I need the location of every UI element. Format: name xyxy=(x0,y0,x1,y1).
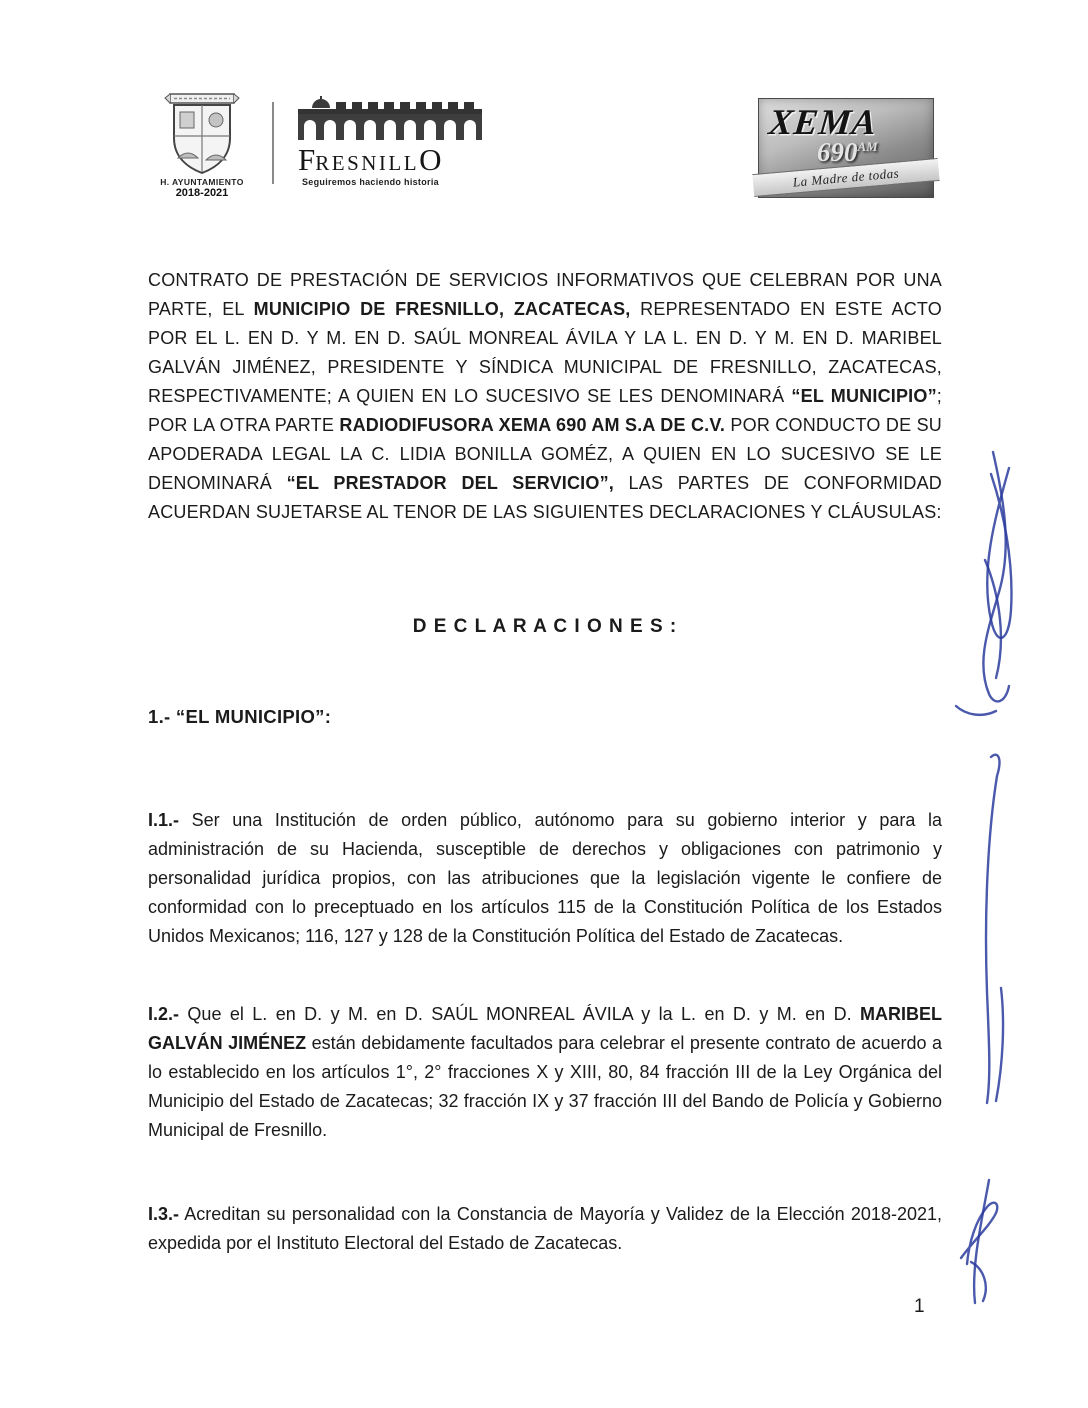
ink-stroke-middle xyxy=(986,755,1003,1103)
xema-logo xyxy=(758,98,934,198)
xema-tagline: La Madre de todas xyxy=(792,164,900,190)
declarations-heading: D E C L A R A C I O N E S : xyxy=(412,616,678,637)
ink-scribble-top xyxy=(956,452,1011,715)
coat-period: 2018-2021 xyxy=(175,187,229,199)
fresnillo-tagline: Seguiremos haciendo historia xyxy=(302,177,439,187)
contract-intro-paragraph: CONTRATO DE PRESTACIÓN DE SERVICIOS INFORMATIVOS QUE CELEBRAN POR UNA PARTE, EL MUNICIPIO DE FRESNILLO, ZACATECAS, REPRESENTADO EN ESTE ACTO POR EL L. EN D. Y M. EN D. SAÚL MONREAL ÁVILA Y LA L. EN D. Y M. EN D. MARIBEL GALVÁN JIMÉNEZ, PRESIDENTE Y SÍNDICA MUNICIPAL DE FRESNILLO, ZACATECAS, RESPECTIVAMENTE; A QUIEN EN LO SUCESIVO SE LES DENOMINARÁ “EL MUNICIPIO”; POR LA OTRA PARTE RADIODIFUSORA XEMA 690 AM S.A DE C.V. POR CONDUCTO DE SU APODERADA LEGAL LA C. LIDIA BONILLA GOMÉZ, A QUIEN EN LO SUCESIVO SE LE DENOMINARÁ “EL PRESTADOR DEL SERVICIO”, LAS PARTES DE CONFORMIDAD ACUERDAN SUJETARSE AL TENOR DE LAS SIGUIENTES DECLARACIONES Y CLÁUSULAS: xyxy=(148,270,942,522)
wordmark-final: O xyxy=(419,142,442,177)
ink-flourish-bottom xyxy=(961,1180,997,1303)
clause-i3-paragraph: I.3.- Acreditan su personalidad con la Constancia de Mayoría y Validez de la Elección 2018-2021, expedida por el Instituto Electoral del Estado de Zacatecas. xyxy=(148,1204,942,1253)
municipal-coat-of-arms-logo xyxy=(150,90,254,199)
wordmark-middle: RESNILL xyxy=(315,151,420,175)
xema-band-label: AM xyxy=(857,139,878,154)
xema-freq-number: 690 xyxy=(817,137,858,167)
clause-i1-paragraph: I.1.- Ser una Institución de orden público, autónomo para su gobierno interior y para la administración de su Hacienda, susceptible de derechos y obligaciones con patrimonio y personalidad jurídica propios, con las atribuciones que la legislación vigente le confiere de conformidad con lo preceptuado en los artículos 115 de la Constitución Política de los Estados Unidos Mexicanos; 116, 127 y 128 de la Constitución Política del Estado de Zacatecas. xyxy=(148,810,942,946)
coat-of-arms-icon xyxy=(164,90,240,176)
section-1-heading: 1.- “EL MUNICIPIO”: xyxy=(148,706,332,727)
page-number: 1 xyxy=(914,1296,925,1317)
header-divider xyxy=(272,102,274,184)
wordmark-initial: F xyxy=(298,142,316,177)
clause-i2-paragraph: I.2.- Que el L. en D. y M. en D. SAÚL MONREAL ÁVILA y la L. en D. y M. en D. MARIBEL GALVÁN JIMÉNEZ están debidamente facultados para celebrar el presente contrato de acuerdo a lo establecido en los artículos 1°, 2° fracciones X y XIII, 80, 84 fracción III de la Ley Orgánica del Municipio del Estado de Zacatecas; 32 fracción IX y 37 fracción III del Bando de Policía y Gobierno Municipal de Fresnillo. xyxy=(148,1004,942,1140)
fresnillo-logo xyxy=(298,96,508,187)
aqueduct-icon xyxy=(298,96,482,142)
xema-wordmark: XEMA xyxy=(766,102,880,142)
coat-caption: H. AYUNTAMIENTO xyxy=(160,177,244,187)
fresnillo-wordmark xyxy=(298,144,508,175)
